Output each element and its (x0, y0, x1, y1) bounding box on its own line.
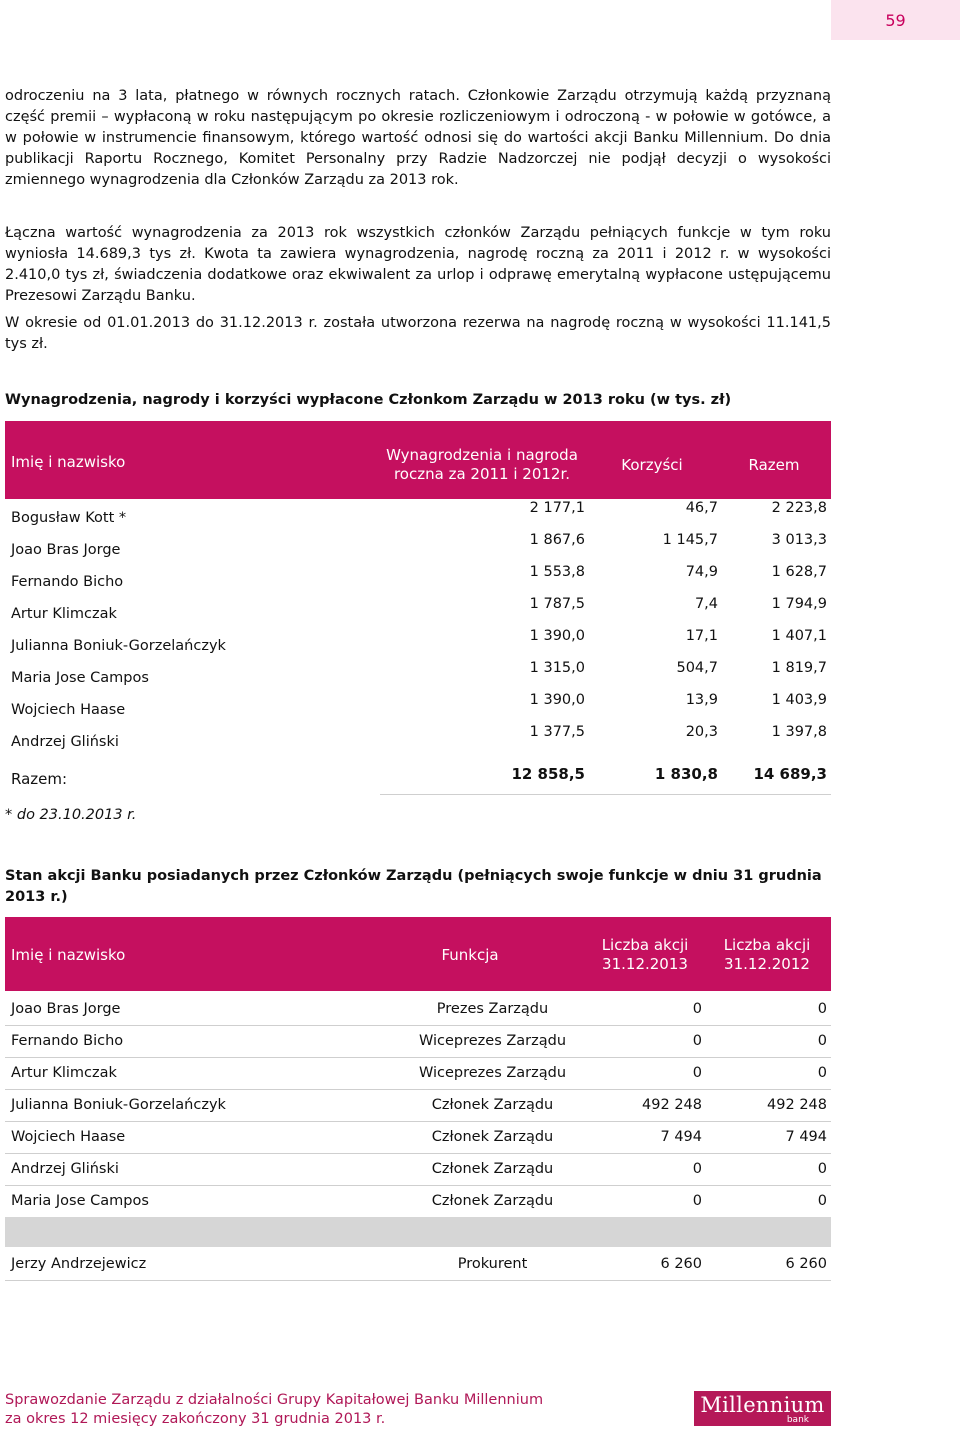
row-name: Maria Jose Campos (11, 1193, 149, 1209)
header2-shares-2013-line1: Liczba akcji (601, 936, 689, 954)
row-benefits: 20,3 (685, 724, 718, 740)
row-rule (5, 1089, 831, 1090)
row-salary: 1 390,0 (529, 692, 585, 708)
total-row-benefits: 1 830,8 (654, 765, 718, 783)
row-shares-2013: 0 (692, 1065, 702, 1081)
row-total: 1 794,9 (771, 596, 827, 612)
total-row-label: Razem: (11, 770, 68, 788)
row-total: 2 223,8 (771, 500, 827, 516)
row-salary: 1 553,8 (529, 564, 585, 580)
row-function: Członek Zarządu (431, 1161, 554, 1177)
paragraph-bonus: odroczeniu na 3 lata, płatnego w równych rocznych ratach. Członkowie Zarządu otrzymują każdą przyznaną część premii – wypłaconą w roku następującym po okresie rozliczeniowym i odroczoną - w połowie w gotówce, a w połowie w instrumencie finansowym, którego wartość odnosi się do wartości akcji Banku Millennium. Do dnia publikacji Raportu Rocznego, Komitet Personalny przy Radzie Nadzorczej nie podjął decyzji o wysokości zmiennego wynagrodzenia dla Członków Zarządu za 2013 rok. (5, 88, 831, 188)
row-shares-2013: 7 494 (660, 1129, 702, 1145)
row-salary: 1 377,5 (529, 724, 585, 740)
row-total: 1 628,7 (771, 564, 827, 580)
header2-shares-2012-line2: 31.12.2012 (724, 955, 810, 973)
total-row-salary: 12 858,5 (511, 765, 585, 783)
row-shares-2013: 0 (692, 1161, 702, 1177)
row-function: Członek Zarządu (431, 1129, 554, 1145)
row-name: Joao Bras Jorge (11, 542, 121, 558)
row-benefits: 504,7 (676, 660, 718, 676)
row-name: Andrzej Gliński (11, 1161, 119, 1177)
extra-row-shares-2013: 6 260 (660, 1256, 702, 1272)
paragraph-reserve: W okresie od 01.01.2013 do 31.12.2013 r. została utworzona rezerwa na nagrodę roczną w wysokości 11.141,5 tys zł. (5, 315, 831, 352)
header2-shares-2012-line1: Liczba akcji (723, 936, 811, 954)
row-total: 1 407,1 (771, 628, 827, 644)
footer-line2: za okres 12 miesięcy zakończony 31 grudnia 2013 r. (5, 1411, 386, 1427)
table1-footnote: * do 23.10.2013 r. (5, 807, 137, 823)
header2-function: Funkcja (441, 946, 499, 964)
row-shares-2013: 0 (692, 1001, 702, 1017)
row-name: Wojciech Haase (11, 702, 126, 718)
row-function: Wiceprezes Zarządu (418, 1065, 567, 1081)
total-row-total: 14 689,3 (753, 765, 827, 783)
paragraph-total-remuneration: Łączna wartość wynagrodzenia za 2013 rok wszystkich członków Zarządu pełniących funkcje w tym roku wyniosła 14.689,3 tys zł. Kwota ta zawiera wynagrodzenia, nagrodę roczną za 2011 i 2012 r. w wysokości 2.410,0 tys zł, świadczenia dodatkowe oraz ekwiwalent za urlop i odprawę emerytalną wypłacone ustępującemu Prezesowi Zarządu Banku. (5, 225, 831, 304)
total-row-rule (380, 794, 831, 795)
header2-name: Imię i nazwisko (11, 946, 126, 964)
extra-row-name: Jerzy Andrzejewicz (11, 1256, 147, 1272)
row-salary: 1 867,6 (529, 532, 585, 548)
row-salary: 1 315,0 (529, 660, 585, 676)
row-shares-2012: 492 248 (767, 1097, 827, 1113)
logo-name: Millennium (700, 1393, 825, 1417)
extra-row-rule (5, 1280, 831, 1281)
header-salary-line2: roczna za 2011 i 2012r. (393, 465, 571, 483)
row-shares-2013: 492 248 (642, 1097, 702, 1113)
row-shares-2012: 0 (817, 1065, 827, 1081)
row-shares-2012: 0 (817, 1001, 827, 1017)
row-function: Członek Zarządu (431, 1193, 554, 1209)
row-total: 1 819,7 (771, 660, 827, 676)
row-name: Maria Jose Campos (11, 670, 149, 686)
row-name: Julianna Boniuk-Gorzelańczyk (11, 1097, 226, 1113)
row-benefits: 17,1 (685, 628, 718, 644)
row-name: Fernando Bicho (11, 1033, 124, 1049)
row-benefits: 74,9 (685, 564, 718, 580)
row-name: Artur Klimczak (11, 606, 117, 622)
row-name: Fernando Bicho (11, 574, 124, 590)
row-salary: 2 177,1 (529, 500, 585, 516)
table2-title: Stan akcji Banku posiadanych przez Członków Zarządu (pełniących swoje funkcje w dniu 31 grudnia 2013 r.) (5, 868, 822, 905)
row-function: Prezes Zarządu (436, 1001, 549, 1017)
row-rule (5, 1025, 831, 1026)
header-total: Razem (748, 456, 800, 474)
row-shares-2012: 0 (817, 1193, 827, 1209)
footer-line1: Sprawozdanie Zarządu z działalności Grupy Kapitałowej Banku Millennium (5, 1392, 544, 1408)
header-name: Imię i nazwisko (11, 453, 126, 471)
row-salary: 1 787,5 (529, 596, 585, 612)
row-name: Joao Bras Jorge (11, 1001, 121, 1017)
row-name: Julianna Boniuk-Gorzelańczyk (11, 638, 226, 654)
row-name: Wojciech Haase (11, 1129, 126, 1145)
row-benefits: 46,7 (685, 500, 718, 516)
row-function: Wiceprezes Zarządu (418, 1033, 567, 1049)
row-rule (5, 1057, 831, 1058)
table1-title: Wynagrodzenia, nagrody i korzyści wypłacone Członkom Zarządu w 2013 roku (w tys. zł) (5, 392, 732, 408)
page-number: 59 (831, 0, 960, 40)
row-name: Artur Klimczak (11, 1065, 117, 1081)
logo-sub: bank (786, 1415, 809, 1425)
row-shares-2013: 0 (692, 1033, 702, 1049)
row-shares-2012: 0 (817, 1033, 827, 1049)
row-rule (5, 1185, 831, 1186)
row-rule (5, 1153, 831, 1154)
row-function: Członek Zarządu (431, 1097, 554, 1113)
row-name: Bogusław Kott * (11, 510, 127, 526)
row-shares-2012: 0 (817, 1161, 827, 1177)
row-shares-2013: 0 (692, 1193, 702, 1209)
row-shares-2012: 7 494 (785, 1129, 827, 1145)
row-benefits: 13,9 (685, 692, 718, 708)
extra-row-function: Prokurent (457, 1256, 528, 1272)
row-total: 3 013,3 (771, 532, 827, 548)
header-salary (372, 446, 592, 484)
row-benefits: 1 145,7 (662, 532, 718, 548)
row-benefits: 7,4 (694, 596, 718, 612)
header2-shares-2013-line2: 31.12.2013 (602, 955, 688, 973)
header2-shares-2012 (707, 936, 827, 974)
millennium-logo (694, 1391, 831, 1426)
row-name: Andrzej Gliński (11, 734, 119, 750)
row-rule (5, 1121, 831, 1122)
extra-row-shares-2012: 6 260 (785, 1256, 827, 1272)
header-salary-line1: Wynagrodzenia i nagroda (386, 446, 578, 464)
row-total: 1 397,8 (771, 724, 827, 740)
separator-band (5, 1217, 831, 1247)
row-total: 1 403,9 (771, 692, 827, 708)
row-salary: 1 390,0 (529, 628, 585, 644)
header2-shares-2013 (585, 936, 705, 974)
header-benefits: Korzyści (621, 456, 683, 474)
